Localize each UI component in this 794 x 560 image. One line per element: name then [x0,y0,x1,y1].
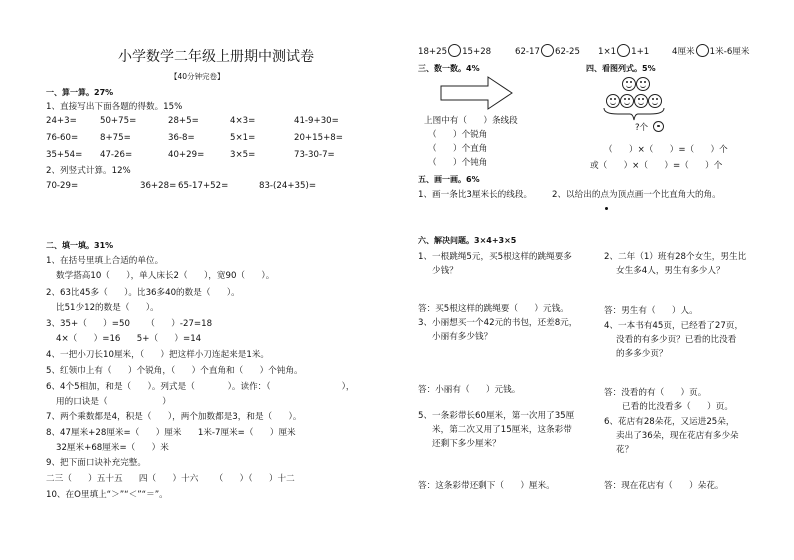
section-5-heading: 五、画一画。6% [418,175,480,184]
s2-q5: 5、红领巾上有（ ）个锐角，（ ）个直角和（ ）个钝角。 [46,366,303,376]
compare-right: 1米-6厘米 [709,47,750,57]
s6-q4-answer2: 已看的比没看多（ ）页。 [622,402,733,412]
section-2-heading: 二、填一填。31% [46,241,114,250]
s6-q1-line2: 少钱？ [432,266,458,276]
s3-lead: 上图中有（ ）条线段 [424,116,518,126]
s6-q6-line3: 花？ [616,445,634,455]
compare-circle[interactable] [617,44,630,57]
vertical-calc-item: 36+28= [140,181,177,191]
s2-q7: 7、两个乘数都是4，积是（ ），两个加数都是3，和是（ ）。 [46,412,302,422]
calc-item: 8+75= [100,133,131,143]
s6-q1-answer: 答：买5根这样的跳绳要（ ）元钱。 [418,304,569,314]
s1-part2-title: 2、列竖式计算。12% [46,166,131,176]
s6-q5-answer: 答：这条彩带还剩下（ ）厘米。 [418,481,555,491]
s2-q1-content: 数学搭高10（ ），单人床长2（ ），宽90（ ）。 [56,271,275,281]
s2-q6: 6、4个5相加，和是（ ）。列式是（ ）。读作：（ ）， [46,382,355,392]
brace-caption: ?个 [635,123,649,133]
compare-circle[interactable] [541,44,554,57]
calc-item: 28+5= [168,116,199,126]
section-3-heading: 三、数一数。4% [418,64,480,73]
s2-q4: 4、一把小刀长10厘米，（ ）把这样小刀连起来是1米。 [46,350,270,360]
s6-q5-line2: 米，第二次又用了15厘米，这条彩带 [432,425,572,435]
smiley-icon [622,77,636,91]
s5-q1: 1、画一条比3厘米长的线段。 [418,190,533,200]
s6-q4-line3: 的多多少页？ [616,349,668,359]
s2-q8b: 32厘米+68厘米=（ ）米 [56,443,169,453]
calc-item: 20+15+8= [294,133,343,143]
section-6-heading: 六、解决问题。3×4+3×5 [418,236,517,245]
s4-row1: （ ）×（ ）=（ ）个 [604,145,728,155]
compare-left: 18+25 [418,47,448,57]
brace-icon [602,106,666,122]
s6-q6-answer: 答：现在花店有（ ）朵花。 [604,481,724,491]
compare-left: 1×1 [598,47,617,57]
s2-q9: 9、把下面口诀补充完整。 [46,458,146,468]
s2-q2-content: 比51少12的数是（ ）。 [56,303,159,313]
s4-row2: 或（ ）×（ ）=（ ）个 [590,161,723,171]
calc-item: 41-9+30= [294,116,339,126]
s6-q3-line2: 小丽有多少钱？ [432,332,493,342]
section-1-heading: 一、算一算。27% [46,88,114,97]
calc-item: 35+54= [46,150,83,160]
s2-q2: 2、63比45多（ ）。比36多40的数是（ ）。 [46,288,240,298]
compare-item [418,45,491,58]
calc-item: 50+75= [100,116,137,126]
compare-circle[interactable] [696,44,709,57]
s2-q3a: 3、35+（ ）=50 （ ）-27=18 [46,319,213,329]
s6-q2-line1: 2、二年（1）班有28个女生，男生比 [604,252,747,262]
s6-q6-line1: 6、花店有28朵花，又运进25朵， [604,417,735,427]
s6-q6-line2: 卖出了36朵，现在花店有多少朵 [616,431,739,441]
s6-q3-answer: 答：小丽有（ ）元钱。 [418,385,521,395]
compare-right: 62-25 [554,47,580,57]
s6-q5-line1: 5、一条彩带长60厘米，第一次用了35厘 [418,411,575,421]
s6-q4-answer1: 答：没看的有（ ）页。 [604,388,707,398]
compare-right: 1+1 [631,47,650,57]
s6-q4-line1: 4、一本书有45页，已经看了27页， [604,321,744,331]
calc-item: 36-8= [168,133,195,143]
vertex-point[interactable] [605,207,608,210]
s3-item: （ ）个直角 [428,144,488,154]
time-limit-note: 【40分钟完卷】 [170,72,225,81]
s6-q2-answer: 答：男生有（ ）人。 [604,306,698,316]
s2-q3b: 4×（ ）=16 5+（ ）=14 [56,334,202,344]
s2-q1: 1、在括号里填上合适的单位。 [46,256,164,266]
compare-left: 4厘米 [672,47,695,57]
vertical-calc-item: 65-17+52= [178,181,229,191]
compare-item [598,45,649,58]
compare-left: 62-17 [515,47,540,57]
calc-item: 73-30-7= [294,150,335,160]
compare-right: 15+28 [462,47,492,57]
s2-q9-content: 二三（ ）五十五 四（ ）十六 （ ）（ ）十二 [46,474,295,484]
compare-circle[interactable] [448,44,461,57]
smiley-icon [653,121,664,132]
s6-q1-line1: 1、一根跳绳5元，买5根这样的跳绳要多 [418,252,572,262]
s1-part1-title: 1、直接写出下面各题的得数。15% [46,102,183,112]
s6-q2-line2: 女生多4人，男生有多少人？ [616,266,725,276]
s2-q6-content: 用的口诀是（ ） [56,397,171,407]
s2-q10: 10、在O里填上“＞”“＜”“＝”。 [46,490,168,500]
calc-item: 76-60= [46,133,79,143]
section-4-heading: 四、看图列式。5% [586,64,656,73]
vertical-calc-item: 70-29= [46,181,79,191]
s5-q2: 2、以给出的点为顶点画一个比直角大的角。 [552,190,721,200]
arrow-figure [440,76,514,110]
vertical-calc-item: 83-(24+35)= [259,181,317,191]
s3-item: （ ）个钝角 [428,158,488,168]
calc-item: 4×3= [230,116,256,126]
calc-item: 40+29= [168,150,205,160]
s3-item: （ ）个锐角 [428,130,488,140]
compare-item [672,45,749,58]
calc-item: 24+3= [46,116,77,126]
s6-q4-line2: 没看的有多少页？已看的比没看 [616,335,737,345]
calc-item: 3×5= [230,150,256,160]
compare-item [515,45,580,58]
calc-item: 5×1= [230,133,256,143]
s6-q3-line1: 3、小丽想买一个42元的书包，还差8元， [418,318,578,328]
s2-q8a: 8、47厘米+28厘米=（ ）厘米 1米-7厘米=（ ）厘米 [46,428,296,438]
calc-item: 47-26= [100,150,133,160]
page-title: 小学数学二年级上册期中测试卷 [118,49,314,65]
smiley-icon [636,77,650,91]
s6-q5-line3: 还剩下多少厘米？ [432,439,501,449]
